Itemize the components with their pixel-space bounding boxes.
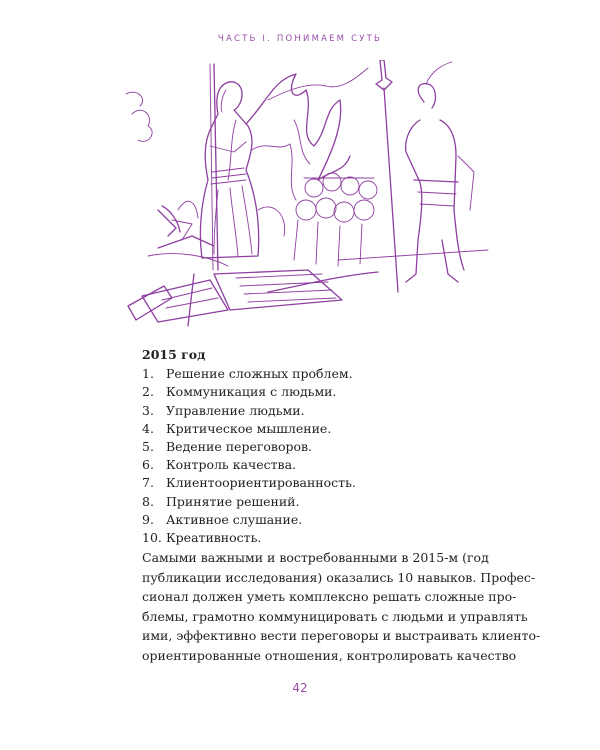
paragraph-line: публикации исследования) оказались 10 навыков. Профес- <box>142 569 536 585</box>
illustration <box>118 60 490 330</box>
list-item <box>142 402 482 420</box>
list-item-text: Активное слушание. <box>166 511 303 527</box>
list-item <box>142 493 482 511</box>
list-item-text: Контроль качества. <box>166 457 296 473</box>
burning-at-stake-drawing <box>118 60 490 330</box>
list-item <box>142 420 482 438</box>
list-item <box>142 529 482 547</box>
paragraph-line: ориентированные отношения, контролировать качество <box>142 647 517 663</box>
list-item-text: Креативность. <box>166 530 262 546</box>
list-item <box>142 474 482 492</box>
body-paragraph <box>142 548 541 666</box>
list-item <box>142 456 482 474</box>
paragraph-line: Самыми важными и востребованными в 2015-м (год <box>142 550 489 565</box>
list-item-number: 7. <box>142 475 154 491</box>
list-item-text: Коммуникация с людьми. <box>166 384 337 400</box>
list-item-number: 6. <box>142 457 154 473</box>
list-item-text: Ведение переговоров. <box>166 439 313 455</box>
crowd <box>294 173 377 266</box>
list-item-text: Критическое мышление. <box>166 420 332 436</box>
skills-list <box>142 346 482 547</box>
list-item-number: 2. <box>142 384 154 400</box>
list-item-number: 5. <box>142 439 154 455</box>
running-header: ЧАСТЬ I. ПОНИМАЕМ СУТЬ <box>217 34 383 44</box>
list-item-text: Принятие решений. <box>166 493 300 509</box>
soldier-figure <box>376 60 474 292</box>
paragraph-line: блемы, грамотно коммуницировать с людьми и управлять <box>142 608 528 624</box>
list-item-number: 9. <box>142 511 154 527</box>
paragraph-line: ими, эффективно вести переговоры и выстраивать клиенто- <box>142 628 541 644</box>
list-item-number: 1. <box>142 366 154 382</box>
list-item <box>142 511 482 529</box>
page-number: 42 <box>292 681 308 695</box>
list-item <box>142 365 482 383</box>
list-item-number: 8. <box>142 493 154 509</box>
list-item-number: 3. <box>142 402 154 418</box>
list-item <box>142 438 482 456</box>
list-item-text: Управление людьми. <box>166 402 305 418</box>
list-year-heading: 2015 год <box>142 347 206 362</box>
list-item <box>142 383 482 401</box>
woodpile <box>128 206 378 326</box>
list-item-number: 10. <box>142 530 162 546</box>
paragraph-line: сионал должен уметь комплексно решать сложные про- <box>142 589 517 605</box>
flames <box>246 74 350 180</box>
list-item-number: 4. <box>142 420 154 436</box>
list-item-text: Клиентоориентированность. <box>166 475 356 491</box>
list-item-text: Решение сложных проблем. <box>166 366 353 382</box>
